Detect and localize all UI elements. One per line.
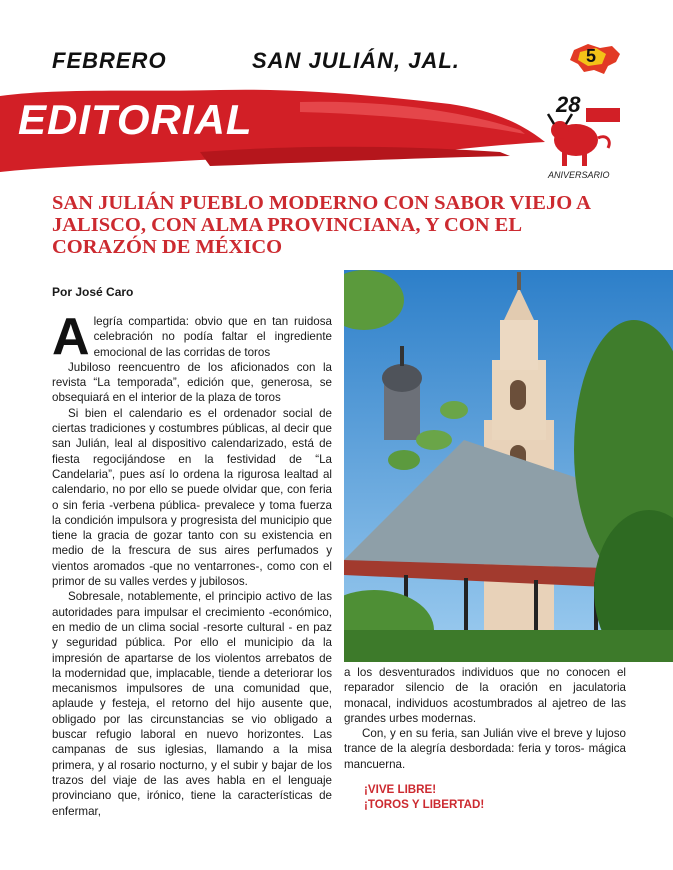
article-column-left bbox=[52, 308, 332, 819]
section-title: EDITORIAL bbox=[18, 96, 253, 143]
drop-cap: A bbox=[52, 308, 90, 366]
closing-line-1: ¡VIVE LIBRE! bbox=[364, 783, 437, 796]
kiosk-and-church-photo bbox=[344, 270, 673, 662]
article-byline: Por José Caro bbox=[52, 285, 134, 299]
page-number: 5 bbox=[586, 46, 597, 66]
paragraph-6: Con, y en su feria, san Julián vive el breve y lujoso trance de la alegría desbordada: feria y toros- mágica mancuerna. bbox=[344, 727, 626, 771]
issue-city: SAN JULIÁN, JAL. bbox=[252, 48, 460, 73]
paragraph-2: Jubiloso reencuentro de los aficionados con la revista “La temporada”, edición que, generosa, se obsequiará en el interior de la plaza de toros bbox=[52, 360, 332, 405]
issue-month: FEBRERO bbox=[52, 48, 167, 73]
page-number-badge bbox=[566, 40, 624, 80]
anniversary-number: 28 bbox=[556, 92, 581, 117]
paragraph-1: legría compartida: obvio que en tan ruidosa celebración no podía faltar el ingrediente emocional de las corridas de toros bbox=[93, 315, 332, 359]
article-headline: SAN JULIÁN PUEBLO MODERNO CON SABOR VIEJO A JALISCO, CON ALMA PROVINCIANA, Y CON EL CORAZÓN DE MÉXICO bbox=[52, 192, 590, 258]
paragraph-4: Sobresale, notablemente, el principio activo de las autoridades para impulsar el crecimiento -económico, en medio de un clima social -resorte cultural - en paz y seguridad pública. Por ello el municipio da la impresión de apartarse de los violentos arrebatos de la modernidad que, implacable, tiende a deteriorar los mecanismos impulsores de una comunidad que, aplaude y festeja, el retorno del hijo ausente que, obligado por las circunstancias se vio obligado a buscar refugio laboral en nuevo horizontes. Las campanas de sus iglesias, llamando a la misa primera, y al rosario nocturno, y el subir y bajar de los trazos del viaje de las aves habla en el lenguaje provinciano que, irónico, tiene la características de enfermar, bbox=[52, 590, 332, 818]
anniversary-caption: ANIVERSARIO bbox=[548, 170, 610, 180]
closing-slogans bbox=[364, 782, 484, 812]
paragraph-3: Si bien el calendario es el ordenador social de ciertas tradiciones y costumbres públicas, al decir que san Julián, leal al dispositivo calendarizado, está de fiesta regocijándose en la festividad de “La Candelaria”, pues así lo ordena la rigurosa lealtad al calendario, no por ello se puede olvidar que, con feria o sin feria -verbena pública- prevalece y toma fuerza la condición impulsora y progresista del municipio que tiene la gracia de gozar tanto con su existencia en medio de la frescura de sus aires perfumados y vientos aromados -que no ventarrones-, como con el primor de su valles verdes y jubilosos. bbox=[52, 406, 332, 589]
closing-line-2: ¡TOROS Y LIBERTAD! bbox=[364, 798, 485, 811]
paragraph-5: a los desventurados individuos que no conocen el reparador silencio de la oración en jaculatoria monacal, individuos acostumbrados al ajetreo de las grandes urbes modernas. bbox=[344, 666, 626, 725]
article-column-right bbox=[344, 665, 626, 772]
